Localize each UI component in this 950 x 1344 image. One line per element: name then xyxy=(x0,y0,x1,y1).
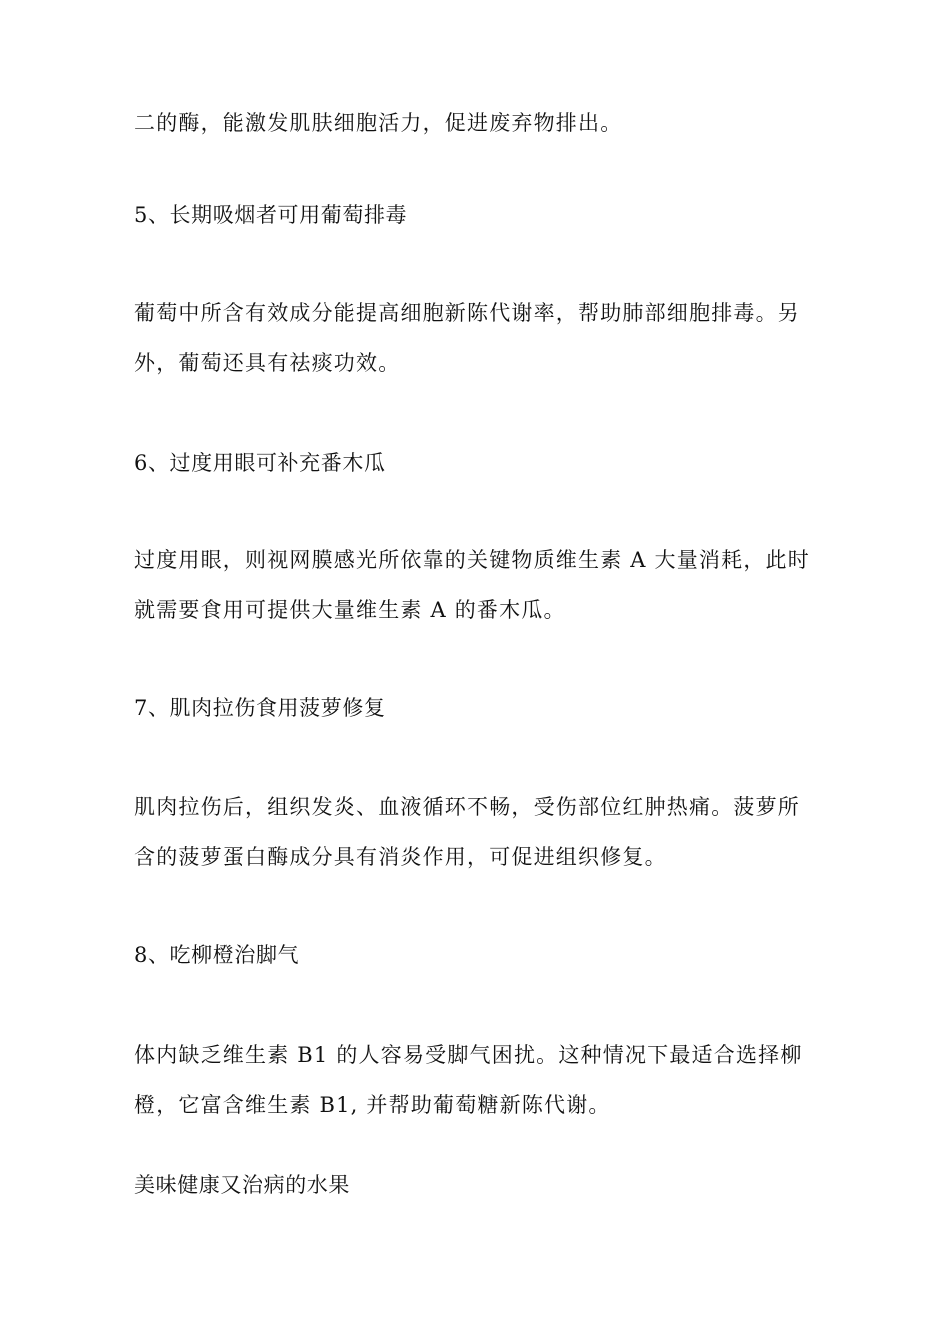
paragraph-line: 体内缺乏维生素 B1 的人容易受脚气困扰。这种情况下最适合选择柳 xyxy=(134,1043,803,1067)
paragraph-line: 过度用眼，则视网膜感光所依靠的关键物质维生素 A 大量消耗，此时 xyxy=(134,548,810,572)
paragraph-line: 二的酶，能激发肌肤细胞活力，促进废弃物排出。 xyxy=(134,111,623,135)
paragraph-line: 橙，它富含维生素 B1, 并帮助葡萄糖新陈代谢。 xyxy=(134,1093,611,1117)
section-heading: 5、长期吸烟者可用葡萄排毒 xyxy=(134,203,408,227)
closing-heading: 美味健康又治病的水果 xyxy=(134,1173,350,1197)
paragraph-line: 葡萄中所含有效成分能提高细胞新陈代谢率，帮助肺部细胞排毒。另 xyxy=(134,301,800,325)
paragraph-line: 肌肉拉伤后，组织发炎、血液循环不畅，受伤部位红肿热痛。菠萝所 xyxy=(134,795,800,819)
section-heading: 7、肌肉拉伤食用菠萝修复 xyxy=(134,696,386,720)
section-heading: 8、吃柳橙治脚气 xyxy=(134,943,300,967)
paragraph-line: 外，葡萄还具有祛痰功效。 xyxy=(134,351,401,375)
section-heading: 6、过度用眼可补充番木瓜 xyxy=(134,451,386,475)
paragraph-line: 就需要食用可提供大量维生素 A 的番木瓜。 xyxy=(134,598,566,622)
paragraph-line: 含的菠萝蛋白酶成分具有消炎作用，可促进组织修复。 xyxy=(134,845,667,869)
